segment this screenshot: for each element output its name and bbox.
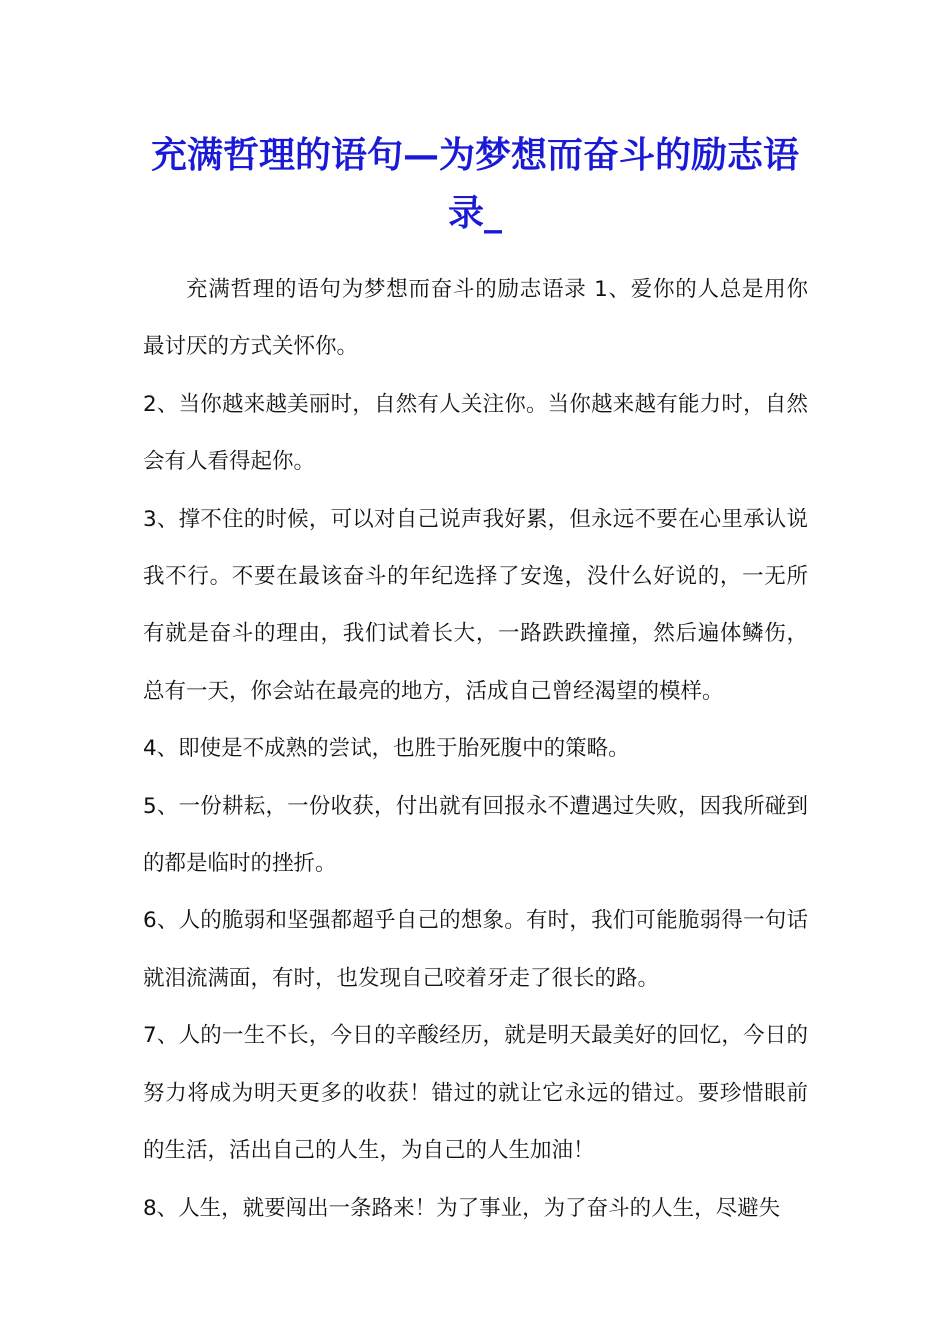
document-title: 充满哲理的语句—为梦想而奋斗的励志语录_ (150, 134, 799, 234)
paragraph-intro: 充满哲理的语句为梦想而奋斗的励志语录 1、爱你的人总是用你最讨厌的方式关怀你。 (143, 277, 808, 360)
paragraph-6: 6、人的脆弱和坚强都超乎自己的想象。有时，我们可能脆弱得一句话就泪流满面，有时，也发现自己咬着牙走了很长的路。 (143, 908, 808, 991)
paragraph-5: 5、一份耕耘，一份收获，付出就有回报永不遭遇过失败，因我所碰到的都是临时的挫折。 (143, 793, 808, 877)
paragraph-4: 4、即使是不成熟的尝试，也胜于胎死腹中的策略。 (143, 736, 630, 762)
paragraph-7: 7、人的一生不长，今日的辛酸经历，就是明天最美好的回忆，今日的努力将成为明天更多的收获！错过的就让它永远的错过。要珍惜眼前的生活，活出自己的人生，为自己的人生加油！ (143, 1023, 808, 1164)
document-body (143, 261, 808, 1237)
paragraph-2: 2、当你越来越美丽时，自然有人关注你。当你越来越有能力时，自然会有人看得起你。 (143, 391, 808, 475)
paragraph-3: 3、撑不住的时候，可以对自己说声我好累，但永远不要在心里承认说我不行。不要在最该奋斗的年纪选择了安逸，没什么好说的，一无所有就是奋斗的理由，我们试着长大，一路跌跌撞撞，然后遍体鳞伤，总有一天，你会站在最亮的地方，活成自己曾经渴望的模样。 (143, 506, 808, 704)
paragraph-8: 8、人生，就要闯出一条路来！为了事业，为了奋斗的人生，尽避失 (143, 1195, 781, 1221)
